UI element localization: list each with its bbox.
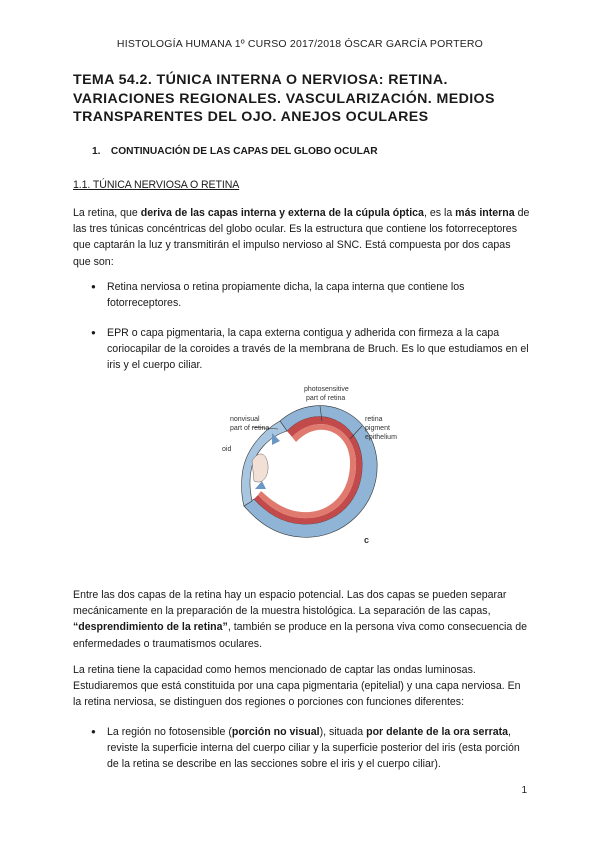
section-title: CONTINUACIÓN DE LAS CAPAS DEL GLOBO OCULAR [110,146,378,157]
text-run: Entre las dos capas de la retina hay un espacio potencial. Las dos capas se pueden separar mecánicamente en la preparación de la muestra histológica. La separación de las capas, [73,589,507,618]
label-nonvisual-part: part of retina [230,425,270,432]
label-photosensitive: photosensitive [304,386,349,393]
list-item [91,724,531,773]
paragraph-retina-intro [73,205,531,270]
bullet-icon: ● [91,727,96,736]
bullet-icon: ● [91,328,96,337]
label-nonvisual: nonvisual [230,416,260,423]
paragraph-retinal-detachment [73,587,531,652]
bold-run: porción no visual [231,726,320,738]
paragraph-retina-regions: La retina tiene la capacidad como hemos mencionado de captar las ondas luminosas. Estudiaremos que está constituida por una capa pigmentaria (epitelial) y una capa nerviosa. En la retina nerviosa, se distinguen dos regiones o porciones con funciones diferentes: [73,664,521,709]
running-header: HISTOLOGÍA HUMANA 1º CURSO 2017/2018 ÓSCAR GARCÍA PORTERO [116,38,484,50]
page-number: 1 [521,785,527,796]
lens-shape [252,454,268,482]
bold-run: más interna [455,207,515,219]
text-run: La región no fotosensible ( [107,726,232,738]
section-heading [92,146,378,157]
list-item-text: Retina nerviosa o retina propiamente dicha, la capa interna que contiene los fotorreceptores. [107,281,465,310]
eye-diagram-svg [222,381,399,553]
list-item [91,325,531,374]
bold-run: “desprendimiento de la retina” [73,621,228,634]
text-run: , también se produce en la persona viva como consecuencia de enfermedades o traumatismos oculares. [73,621,527,650]
page-title: TEMA 54.2. TÚNICA INTERNA O NERVIOSA: RETINA. VARIACIONES REGIONALES. VASCULARIZACIÓN. MEDIOS TRANSPARENTES DEL OJO. ANEJOS OCULARES [73,72,495,125]
list-item-text [107,724,531,773]
subsection-heading: 1.1. TÚNICA NERVIOSA O RETINA [73,179,240,191]
bold-run: deriva de las capas interna y externa de la cúpula óptica [140,207,424,219]
eye-retina-diagram [222,381,399,553]
text-run: , es la [423,207,456,219]
label-retina: retina [365,416,383,423]
text-run: de las tres túnicas concéntricas del globo ocular. Es la estructura que contiene los fotorreceptores que captarán la luz y transmitirán el impulso nervioso al SNC. Está compuesta por dos capas que son: [73,207,530,268]
text-run: La retina, que [73,207,141,219]
label-oid: oid [222,446,232,453]
section-number: 1. [92,146,101,157]
label-epithelium: epithelium [365,434,397,441]
label-photosensitive-part: part of retina [306,395,346,402]
list-item-text: EPR o capa pigmentaria, la capa externa contigua y adherida con firmeza a la capa coriocapilar de la coroides a través de la membrana de Bruch. Es lo que estudiamos en el iris y el cuerpo ciliar. [107,327,529,372]
text-run: ), situada [319,726,367,738]
label-c: c [364,535,370,545]
label-pigment: pigment [365,425,390,432]
bold-run: por delante de la ora serrata [366,726,509,738]
bullet-icon: ● [91,282,96,291]
list-item [91,279,531,311]
text-run: , reviste la superficie interna del cuerpo ciliar y la superficie posterior del iris (esta porción de la retina se describe en las secciones sobre el iris y el cuerpo ciliar). [107,726,520,771]
